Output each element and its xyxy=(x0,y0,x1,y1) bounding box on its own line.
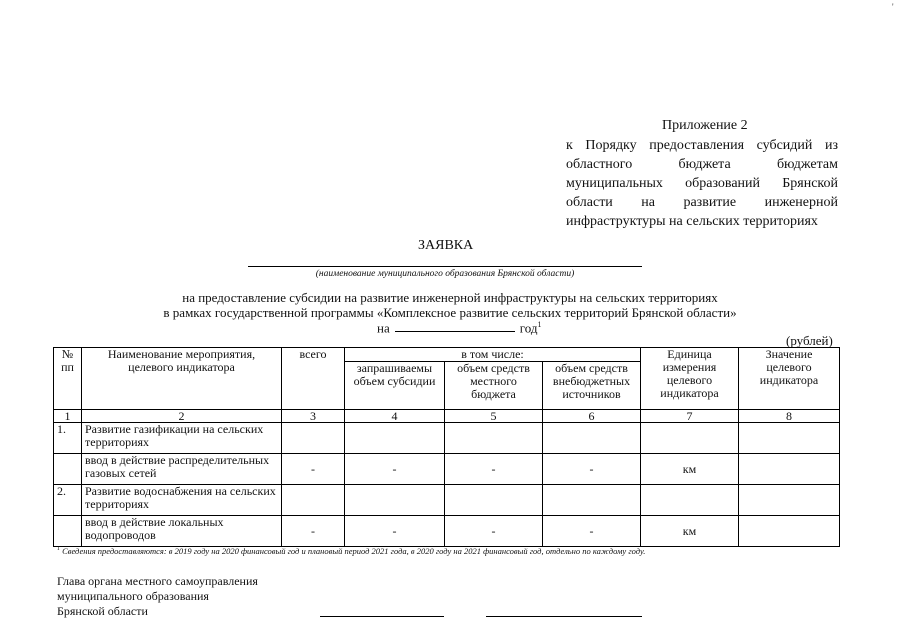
header-local: объем средств местного бюджета xyxy=(445,362,543,410)
header-no: № пп xyxy=(54,348,82,410)
col-number: 8 xyxy=(739,410,840,423)
year-blank xyxy=(395,320,515,332)
column-number-row xyxy=(54,410,840,423)
row-local xyxy=(445,485,543,516)
col-number: 3 xyxy=(282,410,345,423)
signature-blank-line xyxy=(320,616,444,617)
row-unit xyxy=(641,485,739,516)
row-value xyxy=(739,485,840,516)
table-row xyxy=(54,423,840,454)
footnote-mark: 1 xyxy=(57,546,60,553)
period-suffix: год xyxy=(519,320,538,336)
row-name: Развитие водоснабжения на сельских территориях xyxy=(82,485,282,516)
period-line xyxy=(377,320,541,336)
row-offbudget xyxy=(543,485,641,516)
row-total: - xyxy=(282,454,345,485)
period-footnote-mark: 1 xyxy=(537,320,542,329)
header-including: в том числе: xyxy=(345,348,641,362)
row-value xyxy=(739,516,840,547)
row-no: 1. xyxy=(54,423,82,454)
row-requested: - xyxy=(345,516,445,547)
footnote xyxy=(57,546,645,556)
row-value xyxy=(739,454,840,485)
row-no xyxy=(54,516,82,547)
table-row xyxy=(54,485,840,516)
row-name: ввод в действие распределительных газовых сетей xyxy=(82,454,282,485)
row-requested xyxy=(345,423,445,454)
row-total: - xyxy=(282,516,345,547)
period-prefix: на xyxy=(377,320,390,336)
row-value xyxy=(739,423,840,454)
header-indicator: Значение целевого индикатора xyxy=(739,348,840,410)
appendix-body: к Порядку предоставления субсидий из областного бюджета бюджетам муниципальных образований Брянской области на развитие инженерной инфраструктуры на сельских территориях xyxy=(566,138,838,229)
col-number: 7 xyxy=(641,410,739,423)
appendix-title: Приложение 2 xyxy=(662,118,748,133)
row-local: - xyxy=(445,516,543,547)
row-offbudget xyxy=(543,423,641,454)
row-requested xyxy=(345,485,445,516)
table-header-row xyxy=(54,348,840,362)
purpose-line-1: на предоставление субсидии на развитие инженерной инфраструктуры на сельских территориях xyxy=(182,290,718,305)
name-blank-line xyxy=(486,616,642,617)
municipality-caption: (наименование муниципального образования Брянской области) xyxy=(315,269,575,279)
application-table xyxy=(53,347,840,547)
header-name: Наименование мероприятия, целевого индикатора xyxy=(82,348,282,410)
row-total xyxy=(282,485,345,516)
row-no: 2. xyxy=(54,485,82,516)
col-number: 2 xyxy=(82,410,282,423)
row-offbudget: - xyxy=(543,454,641,485)
municipality-blank-line xyxy=(248,266,642,267)
table-row xyxy=(54,454,840,485)
row-unit: км xyxy=(641,454,739,485)
header-requested: запрашиваемы объем субсидии xyxy=(345,362,445,410)
col-number: 6 xyxy=(543,410,641,423)
signature-line-3: Брянской области xyxy=(57,604,148,618)
row-local: - xyxy=(445,454,543,485)
currency-unit: (рублей) xyxy=(786,333,833,348)
row-local xyxy=(445,423,543,454)
footnote-text: Сведения предоставляются: в 2019 году на 2020 финансовый год и плановый период 2021 года, в 2020 году на 2021 финансовый год, отдельно по каждому году. xyxy=(60,546,646,556)
header-unit: Единица измерения целевого индикатора xyxy=(641,348,739,410)
document-heading: ЗАЯВКА xyxy=(418,238,474,253)
row-total xyxy=(282,423,345,454)
signature-block xyxy=(57,574,258,619)
col-number: 1 xyxy=(54,410,82,423)
row-offbudget: - xyxy=(543,516,641,547)
signature-line-2: муниципального образования xyxy=(57,589,209,603)
row-no xyxy=(54,454,82,485)
row-unit xyxy=(641,423,739,454)
table-row xyxy=(54,516,840,547)
row-name: ввод в действие локальных водопроводов xyxy=(82,516,282,547)
corner-mark: ' xyxy=(892,2,894,12)
row-unit: км xyxy=(641,516,739,547)
signature-line-1: Глава органа местного самоуправления xyxy=(57,574,258,588)
col-number: 5 xyxy=(445,410,543,423)
header-total: всего xyxy=(282,348,345,410)
purpose-text xyxy=(120,290,780,320)
row-name: Развитие газификации на сельских территориях xyxy=(82,423,282,454)
row-requested: - xyxy=(345,454,445,485)
purpose-line-2: в рамках государственной программы «Комплексное развитие сельских территорий Брянской области» xyxy=(163,305,737,320)
header-offbudget: объем средств внебюджетных источников xyxy=(543,362,641,410)
col-number: 4 xyxy=(345,410,445,423)
